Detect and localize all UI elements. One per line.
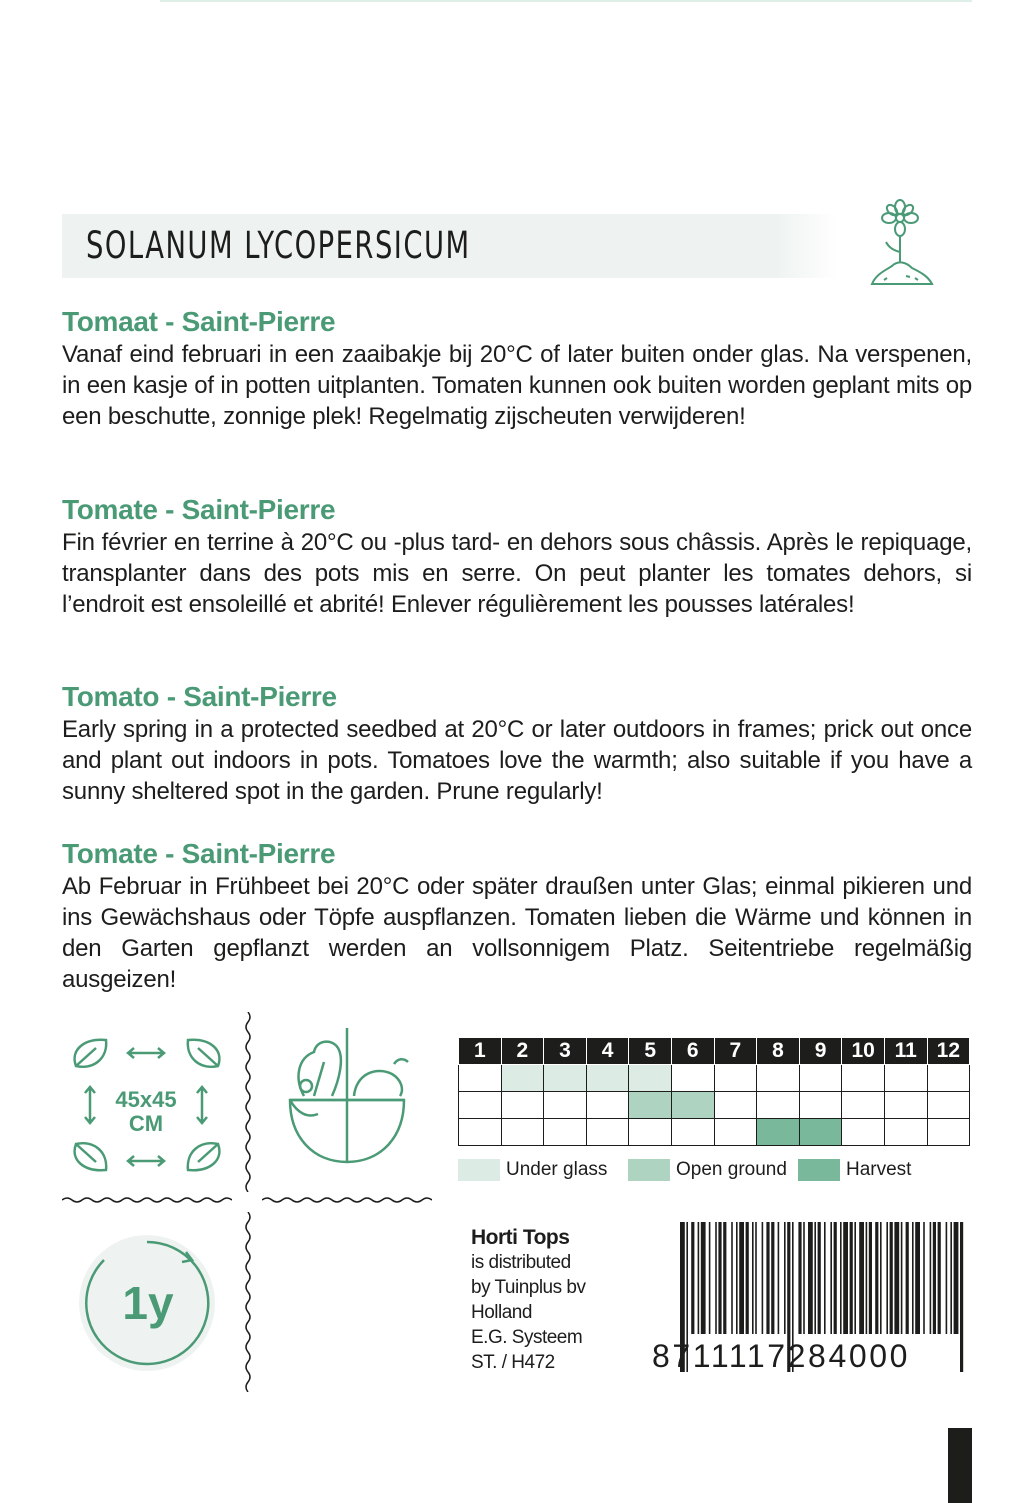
barcode-bar	[691, 1222, 694, 1334]
calendar-month-7: 7	[714, 1038, 757, 1065]
calendar-cell	[501, 1065, 544, 1092]
barcode-bar	[950, 1222, 952, 1334]
barcode-bar	[938, 1222, 941, 1334]
section-text: Vanaf eind februari in een zaaibakje bij 20°C of later buiten onder glas. Na verspenen, in een kasje of in potten uitplanten. Tomaten kunnen ook buiten worden geplant mits op een beschutte, zonnige plek! Regelmatig zijscheuten verwijderen!	[62, 341, 972, 430]
calendar-cell	[757, 1119, 800, 1146]
barcode-bar	[906, 1222, 909, 1334]
barcode-bar	[752, 1222, 754, 1334]
barcode-bar	[954, 1222, 959, 1334]
calendar-cell	[714, 1119, 757, 1146]
spacing-label	[103, 1088, 189, 1136]
section-german	[62, 837, 972, 995]
calendar-month-header	[459, 1038, 970, 1065]
legend-swatch	[458, 1159, 500, 1181]
legend-under-glass	[458, 1158, 607, 1182]
barcode-bar	[698, 1222, 700, 1334]
calendar-cell	[629, 1065, 672, 1092]
barcode-bar	[736, 1222, 738, 1334]
barcode-bar	[701, 1222, 706, 1334]
distributor-line: E.G. Systeem	[471, 1327, 583, 1348]
calendar-cell	[501, 1119, 544, 1146]
barcode-bar	[766, 1222, 769, 1334]
barcode-bar	[803, 1222, 805, 1334]
calendar-cell	[799, 1065, 842, 1092]
calendar-cell	[884, 1065, 927, 1092]
calendar-month-10: 10	[842, 1038, 885, 1065]
section-title: Tomate - Saint-Pierre	[62, 494, 336, 525]
barcode-bar	[840, 1222, 842, 1334]
sprout-icon	[862, 196, 938, 292]
section-title: Tomato - Saint-Pierre	[62, 681, 337, 712]
barcode-bar	[731, 1222, 733, 1334]
calendar-month-12: 12	[927, 1038, 970, 1065]
calendar-cell	[501, 1092, 544, 1119]
barcode-bar	[718, 1222, 721, 1334]
calendar-cell	[629, 1119, 672, 1146]
top-divider	[160, 0, 972, 2]
horizontal-wavy-divider-right	[262, 1192, 432, 1208]
barcode-bar	[869, 1222, 872, 1334]
barcode-bar	[859, 1222, 864, 1334]
barcode-bar	[715, 1222, 717, 1334]
distributor-info	[471, 1225, 585, 1375]
calendar-cell	[544, 1119, 587, 1146]
barcode-bar	[880, 1222, 882, 1334]
barcode-bar	[894, 1222, 899, 1334]
barcode-bar	[824, 1222, 826, 1334]
legend-open-ground	[628, 1158, 787, 1182]
spacing-value: 45x45	[115, 1087, 177, 1112]
calendar-row-under-glass	[459, 1065, 970, 1092]
latin-name: SOLANUM LYCOPERSICUM	[86, 224, 471, 267]
barcode-bar	[843, 1222, 848, 1334]
calendar-cell	[799, 1119, 842, 1146]
section-title: Tomaat - Saint-Pierre	[62, 306, 336, 337]
section-english	[62, 680, 972, 807]
vertical-wavy-divider-bottom	[238, 1212, 258, 1392]
calendar-cell	[927, 1065, 970, 1092]
legend-label: Harvest	[846, 1159, 912, 1180]
barcode-bar	[830, 1222, 832, 1334]
section-text: Early spring in a protected seedbed at 20°C or later outdoors in frames; prick out once and plant out indoors in pots. Tomatoes love the warmth; also suitable if you have a sunny sheltered spot in the garden. Prune regularly!	[62, 716, 972, 805]
barcode-bar	[808, 1222, 813, 1334]
barcode-bar	[771, 1222, 774, 1334]
barcode-bar	[739, 1222, 744, 1334]
barcode-bar	[875, 1222, 878, 1334]
barcode-bar	[866, 1222, 868, 1334]
calendar-cell	[671, 1119, 714, 1146]
distributor-line: Holland	[471, 1302, 532, 1323]
calendar-row-open-ground	[459, 1092, 970, 1119]
calendar-cell	[544, 1065, 587, 1092]
barcode-bar	[923, 1222, 925, 1334]
barcode-bar	[960, 1222, 963, 1372]
calendar-cell	[757, 1065, 800, 1092]
distributor-line: is distributed	[471, 1252, 571, 1273]
spacing-unit: CM	[128, 1111, 164, 1136]
section-french	[62, 493, 972, 620]
calendar-cell	[459, 1092, 502, 1119]
barcode-bar	[723, 1222, 726, 1334]
legend-swatch	[628, 1159, 670, 1181]
calendar-cell	[671, 1065, 714, 1092]
distributor-brand: Horti Tops	[471, 1226, 570, 1249]
calendar-cell	[714, 1065, 757, 1092]
barcode-bar	[746, 1222, 749, 1334]
barcode-bar	[755, 1222, 757, 1334]
calendar-cell	[927, 1119, 970, 1146]
horizontal-wavy-divider-left	[62, 1192, 232, 1208]
barcode-bar	[886, 1222, 888, 1334]
barcode-bar	[762, 1222, 764, 1334]
calendar-cell	[544, 1092, 587, 1119]
barcode-number: 8711117284000	[652, 1338, 911, 1374]
calendar-month-3: 3	[544, 1038, 587, 1065]
calendar-cell	[586, 1092, 629, 1119]
legend-harvest	[798, 1158, 911, 1182]
distributor-line: ST. / H472	[471, 1352, 555, 1373]
barcode-bar	[854, 1222, 856, 1334]
calendar-month-4: 4	[586, 1038, 629, 1065]
sowing-calendar	[458, 1037, 970, 1146]
calendar-month-2: 2	[501, 1038, 544, 1065]
calendar-cell	[586, 1065, 629, 1092]
section-text: Ab Februar in Frühbeet bei 20°C oder später draußen unter Glas; einmal pikieren und ins Gewächshaus oder Töpfe auspflanzen. Tomaten lieben die Wärme und können in den Garten gepflanzt werden an vollsonnigem Platz. Seitentriebe regelmäßig ausgeizen!	[62, 873, 972, 993]
barcode-bar	[915, 1222, 920, 1334]
legend-label: Under glass	[506, 1159, 608, 1180]
calendar-cell	[459, 1119, 502, 1146]
barcode-bar	[798, 1222, 801, 1334]
barcode-bar	[912, 1222, 914, 1334]
calendar-cell	[842, 1119, 885, 1146]
calendar-cell	[671, 1092, 714, 1119]
section-text: Fin février en terrine à 20°C ou -plus tard- en dehors sous châssis. Après le repiquage, transplanter dans des pots mis en serre. On peut planter les tomates dehors, si l’endroit est ensoleillé et abrité! Enlever régulièrement les pousses latérales!	[62, 529, 972, 618]
calendar-cell	[629, 1092, 672, 1119]
calendar-month-8: 8	[757, 1038, 800, 1065]
vegetable-bowl-icon	[284, 1018, 414, 1166]
barcode-bar	[850, 1222, 853, 1334]
calendar-cell	[884, 1092, 927, 1119]
lifecycle-label: 1y	[122, 1277, 174, 1329]
barcode-bar	[814, 1222, 816, 1334]
section-title: Tomate - Saint-Pierre	[62, 838, 336, 869]
calendar-cell	[799, 1092, 842, 1119]
calendar-cell	[757, 1092, 800, 1119]
calendar-cell	[459, 1065, 502, 1092]
barcode-bar	[933, 1222, 936, 1334]
barcode-bar	[946, 1222, 948, 1334]
calendar-month-6: 6	[671, 1038, 714, 1065]
legend-label: Open ground	[676, 1159, 787, 1180]
calendar-month-11: 11	[884, 1038, 927, 1065]
calendar-cell	[586, 1119, 629, 1146]
legend-swatch	[798, 1159, 840, 1181]
calendar-cell	[714, 1092, 757, 1119]
calendar-cell	[884, 1119, 927, 1146]
calendar-row-harvest	[459, 1119, 970, 1146]
section-dutch	[62, 305, 972, 432]
calendar-cell	[927, 1092, 970, 1119]
barcode-bar	[930, 1222, 932, 1334]
barcode-bar	[818, 1222, 821, 1334]
calendar-month-5: 5	[629, 1038, 672, 1065]
barcode-bar	[778, 1222, 780, 1334]
black-marker-bar	[948, 1428, 972, 1503]
calendar-cell	[842, 1065, 885, 1092]
distributor-line: by Tuinplus bv	[471, 1277, 586, 1298]
barcode-bar	[709, 1222, 711, 1334]
barcode-bar	[901, 1222, 903, 1334]
vertical-wavy-divider-top	[238, 1012, 258, 1192]
barcode-bar	[890, 1222, 893, 1334]
calendar-cell	[842, 1092, 885, 1119]
barcode-bar	[834, 1222, 837, 1334]
calendar-month-1: 1	[459, 1038, 502, 1065]
calendar-month-9: 9	[799, 1038, 842, 1065]
barcode-bar	[784, 1222, 786, 1334]
